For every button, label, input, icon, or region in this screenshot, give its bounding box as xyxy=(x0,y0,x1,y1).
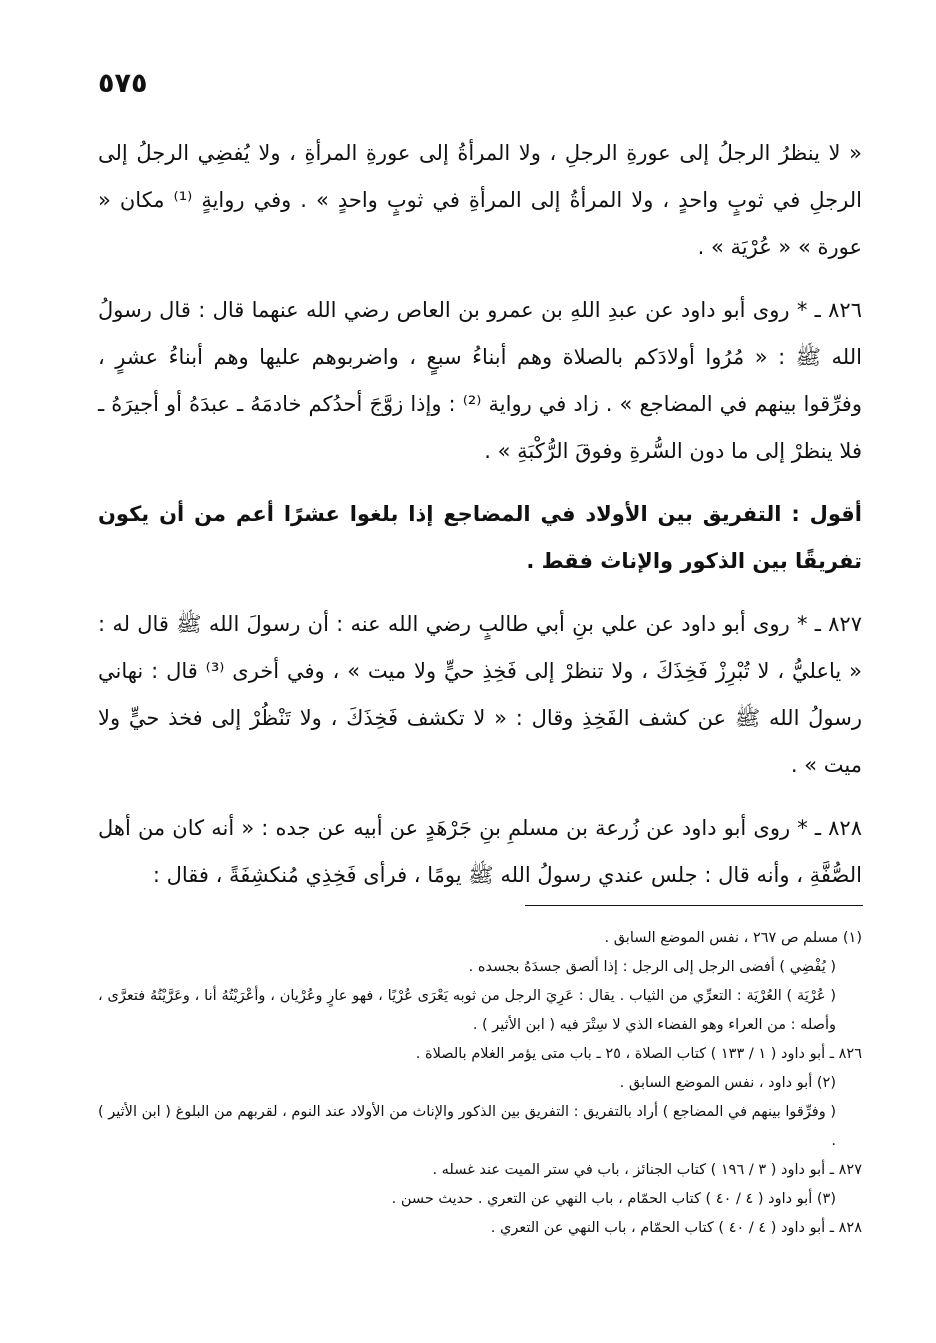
footnote-gloss-yufdi: ( يُفْضِي ) أفضى الرجل إلى الرجل : إذا ألصق جسدَهُ بجسده . xyxy=(468,959,836,975)
paragraph-hadith-826: ٨٢٦ ـ * روى أبو داود عن عبدِ اللهِ بن عمرو بن العاص رضي الله عنهما قال : قال رسولُ الله ﷺ : « مُرُوا أولادَكم بالصلاة وهم أبناءُ سبعٍ ، واضربوهم عليها وهم أبناءُ عشرٍ ، وفرِّقوا بينهم في المضاجع » . زاد في رواية ⁽²⁾ : وإذا زوَّجَ أحدُكم خادمَهُ ـ عبدَهُ أو أجيرَهُ ـ فلا ينظرْ إلى ما دون السُّرةِ وفوقَ الرُّكْبَةِ » . xyxy=(98,298,862,463)
footnote-gloss-farriqu: ( وفرِّقوا بينهم في المضاجع ) أراد بالتفريق : التفريق بين الذكور والإناث من الأولاد عند النوم ، لقربهم من البلوغ ( ابن الأثير ) . xyxy=(98,1104,836,1149)
footnote-1: (١) مسلم ص ٢٦٧ ، نفس الموضع السابق . xyxy=(604,930,862,946)
paragraph-hadith-continuation: « لا ينظرُ الرجلُ إلى عورةِ الرجلِ ، ولا المرأةُ إلى عورةِ المرأةِ ، ولا يُفضِي الرجلُ إلى الرجلِ في ثوبٍ واحدٍ ، ولا المرأةُ إلى المرأةِ في ثوبٍ واحدٍ » . وفي روايةٍ ⁽¹⁾ مكان « عورة » « عُرْيَة » . xyxy=(98,141,862,259)
footnotes xyxy=(98,924,862,1243)
footnote-source-828: ٨٢٨ ـ أبو داود ( ٤ / ٤٠ ) كتاب الحمّام ، باب النهي عن التعري . xyxy=(490,1220,862,1236)
paragraph-hadith-827: ٨٢٧ ـ * روى أبو داود عن علي بنِ أبي طالبٍ رضي الله عنه : أن رسولَ الله ﷺ قال له : « ياعليُّ ، لا تُبْرِزْ فَخِذَكَ ، ولا تنظرْ إلى فَخِذِ حيٍّ ولا ميت » ، وفي أخرى ⁽³⁾ قال : نهاني رسولُ الله ﷺ عن كشف الفَخِذِ وقال : « لا تكشف فَخِذَكَ ، ولا تَنْظُرْ إلى فخذ حيٍّ ولا ميت » . xyxy=(98,612,862,777)
main-text xyxy=(98,130,862,915)
footnote-gloss-urya: ( عُرْيَة ) العُرْيَة : التعرِّي من الثياب . يقال : عَرِيَ الرجل من ثوبه يَعْرَى عُرْيًا ، فهو عارٍ وعُرْيان ، وأعْرَيْتُهُ أنا ، وعَرَّيْتُهُ فتعرَّى ، وأصله : من العراء وهو الفضاء الذي لا سِتْرَ فيه ( ابن الأثير ) . xyxy=(98,988,836,1033)
footnote-3: (٣) أبو داود ( ٤ / ٤٠ ) كتاب الحمّام ، باب النهي عن التعري . حديث حسن . xyxy=(391,1191,836,1207)
footnote-2: (٢) أبو داود ، نفس الموضع السابق . xyxy=(619,1075,836,1091)
footnote-divider xyxy=(525,905,863,906)
page-number: ٥٧٥ xyxy=(98,68,148,99)
footnote-source-827: ٨٢٧ ـ أبو داود ( ٣ / ١٩٦ ) كتاب الجنائز ، باب في ستر الميت عند غسله . xyxy=(432,1162,862,1178)
paragraph-hadith-828: ٨٢٨ ـ * روى أبو داود عن زُرعة بن مسلمِ بنِ جَرْهَدٍ عن أبيه عن جده : « أنه كان من أهل الصُّفَّةِ ، وأنه قال : جلس عندي رسولُ الله ﷺ يومًا ، فرأى فَخِذِي مُنكشِفَةً ، فقال : xyxy=(98,816,862,887)
footnote-source-826: ٨٢٦ ـ أبو داود ( ١ / ١٣٣ ) كتاب الصلاة ، ٢٥ ـ باب متى يؤمر الغلام بالصلاة . xyxy=(415,1046,862,1062)
paragraph-commentary: أقول : التفريق بين الأولاد في المضاجع إذا بلغوا عشرًا أعم من أن يكون تفريقًا بين الذكور والإناث فقط . xyxy=(98,502,862,573)
